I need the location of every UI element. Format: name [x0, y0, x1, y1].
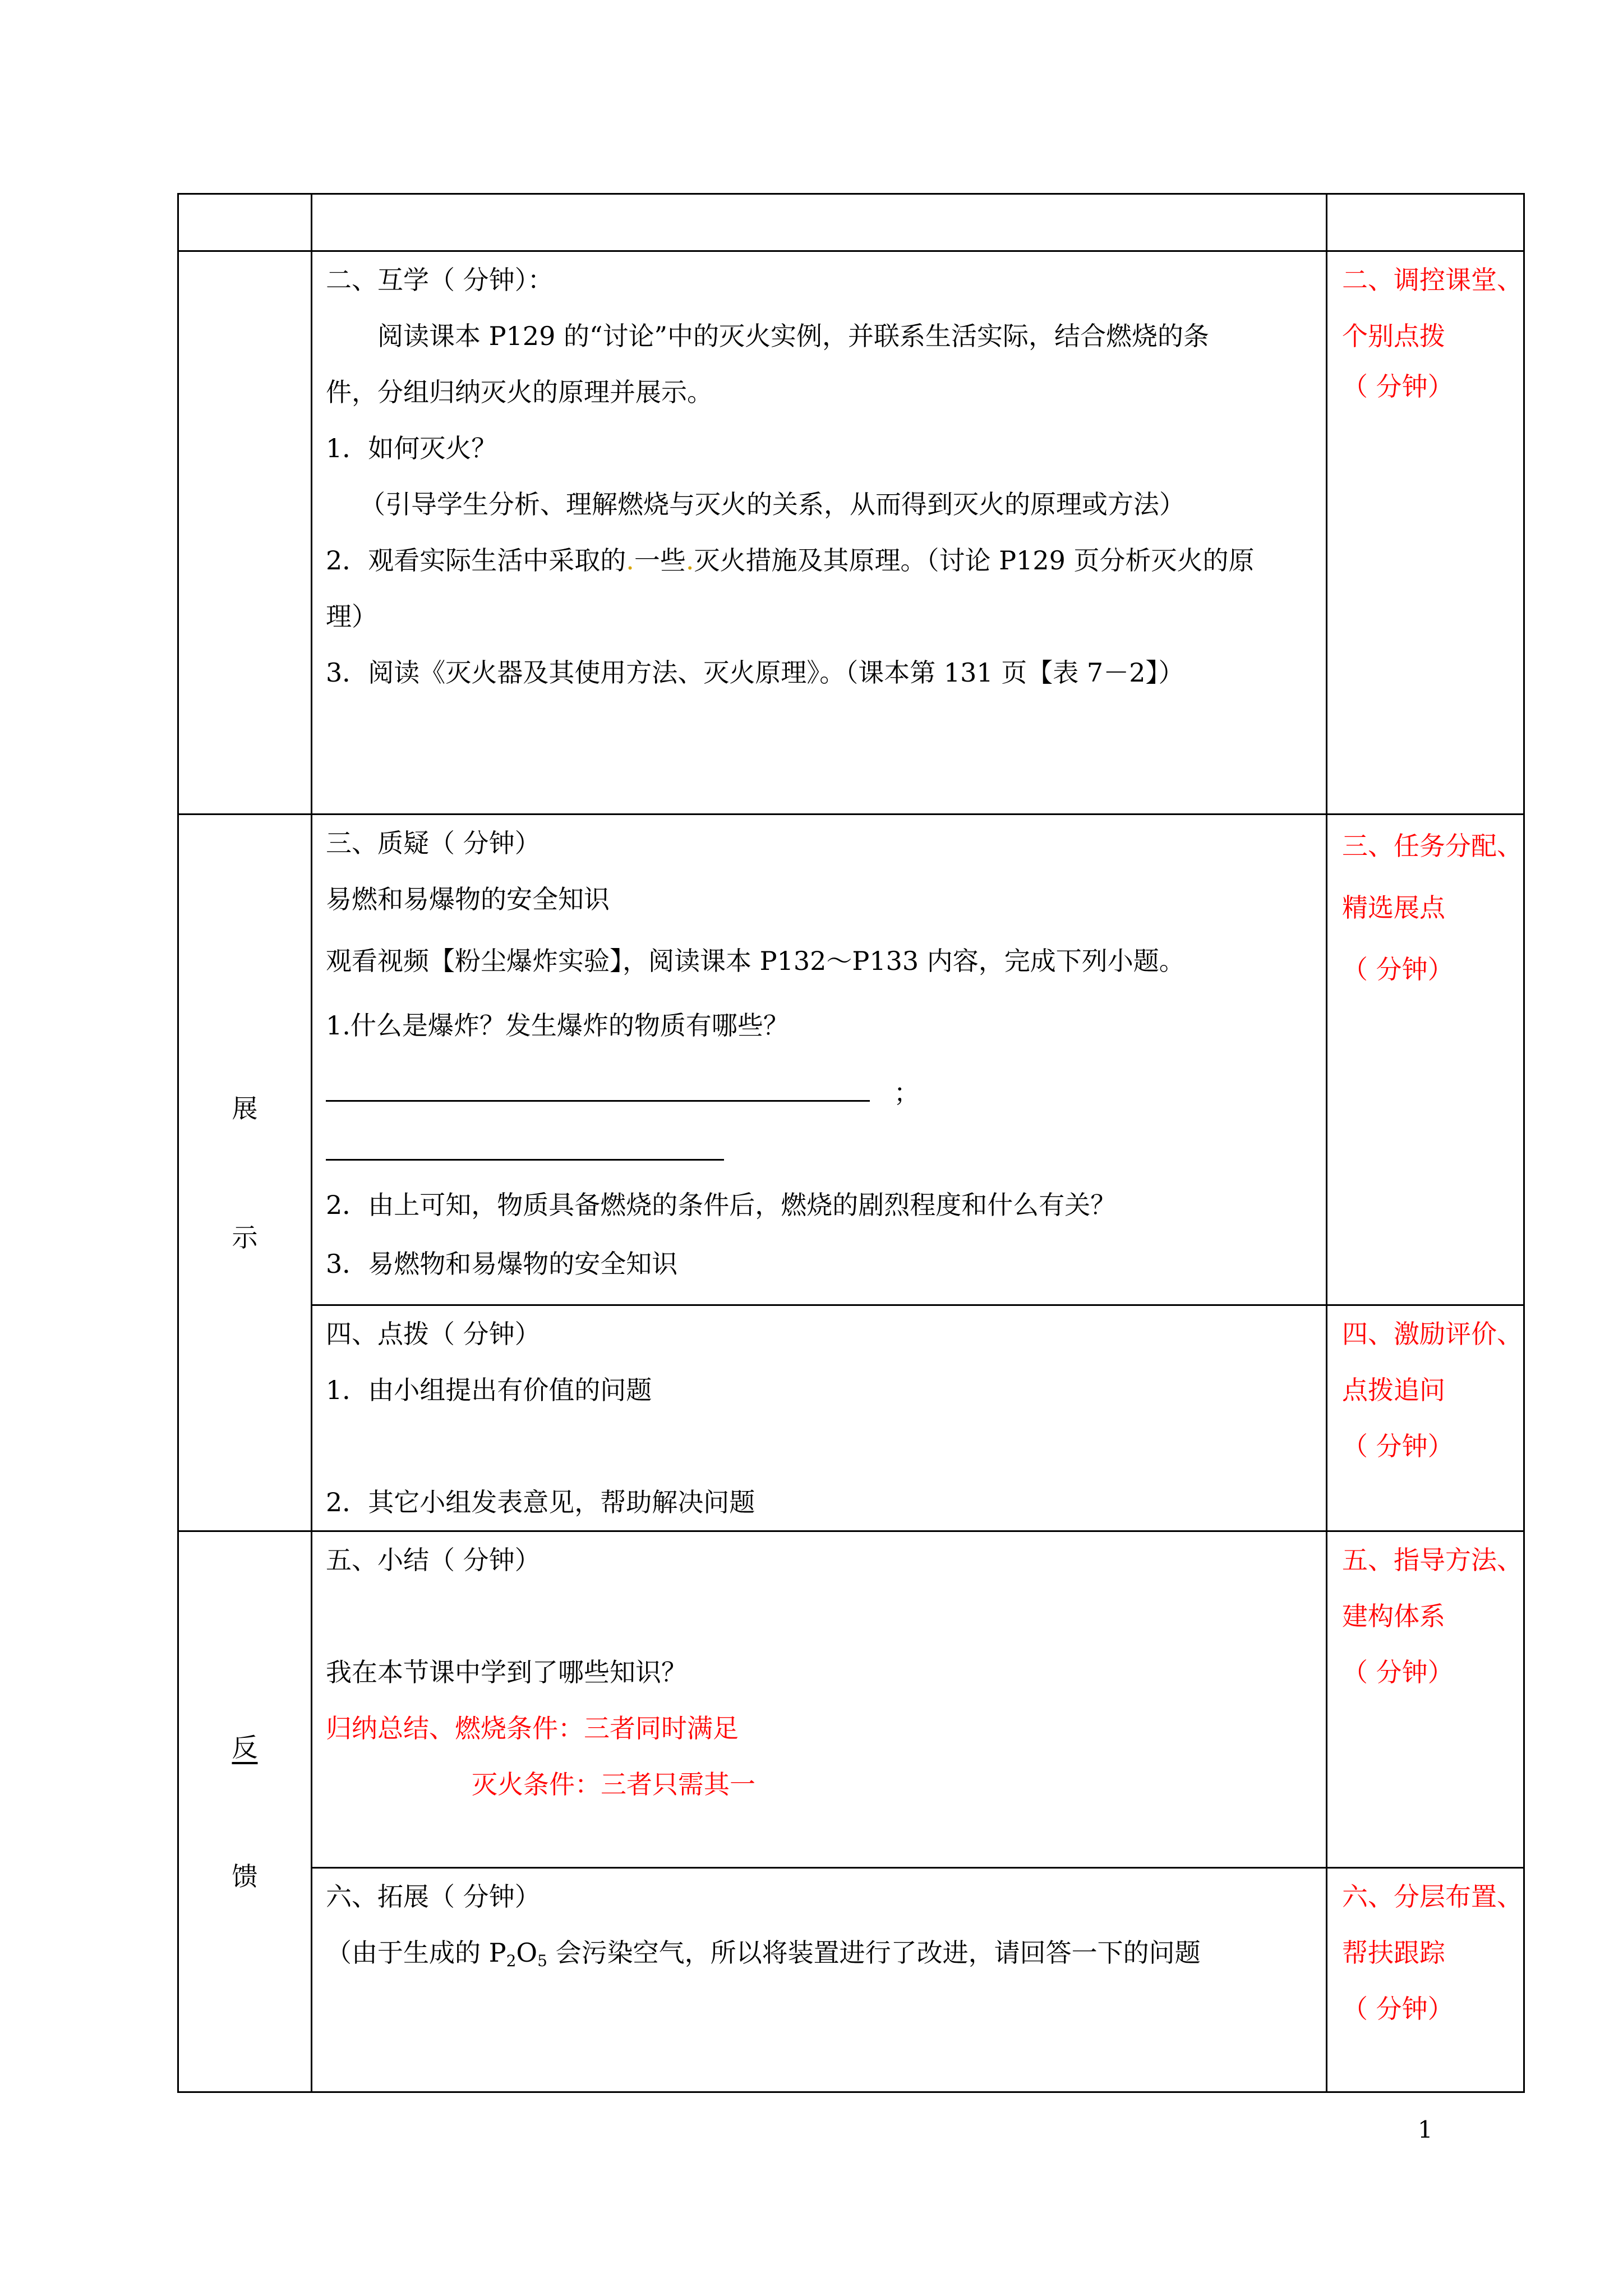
side-note-line-1: 二、调控课堂、 — [1342, 265, 1523, 295]
subscript-5: 5 — [537, 1952, 547, 1970]
question-item-2: 2．由上可知，物质具备燃烧的条件后，燃烧的剧烈程度和什么有关？ — [326, 1190, 1117, 1220]
question-task: 观看视频【粉尘爆炸实验】，阅读课本 P132～P133 内容，完成下列小题。 — [326, 946, 1185, 976]
answer-line-1-row — [326, 1056, 1326, 1129]
guide-point-2: 2．其它小组发表意见，帮助解决问题 — [326, 1487, 755, 1517]
side-note-line-1: 六、分层布置、 — [1342, 1881, 1523, 1912]
summary-side-cell — [1327, 1531, 1524, 1868]
mutual-intro-line-1: 阅读课本 P129 的“讨论”中的灭火实例，并联系生活实际，结合燃烧的条 — [377, 321, 1210, 351]
side-note-line-1: 五、指导方法、 — [1342, 1545, 1523, 1575]
extend-side-cell — [1327, 1868, 1524, 2092]
side-note-line-2: 精选展点 — [1342, 892, 1445, 923]
mutual-question-2 — [326, 532, 1326, 588]
question-topic: 易燃和易爆物的安全知识 — [326, 884, 610, 914]
emphasis-dot: . — [626, 545, 634, 576]
side-note-line-1: 三、任务分配、 — [1342, 831, 1523, 861]
side-note-line-2: 个别点拨 — [1342, 321, 1445, 351]
mutual-learning-cell — [312, 251, 1327, 815]
answer-blank-2 — [326, 1137, 724, 1161]
stage-label-char-1: 展 — [232, 1093, 258, 1124]
table-row — [178, 1305, 1524, 1531]
table-row — [178, 251, 1524, 815]
stage-label-char-2: 示 — [232, 1222, 258, 1253]
extend-cell — [312, 1868, 1327, 2092]
summary-heading: 五、小结（ 分钟） — [326, 1545, 541, 1575]
side-note-line-2: 帮扶跟踪 — [1342, 1938, 1445, 1968]
answer-line-2-row — [326, 1129, 1326, 1174]
subscript-2: 2 — [506, 1952, 517, 1970]
question-cell — [312, 815, 1327, 1305]
summary-cell — [312, 1531, 1327, 1868]
extend-text-part-a: （由于生成的 P — [326, 1938, 506, 1968]
stage-cell-feedback — [178, 1531, 312, 2092]
question-heading: 三、质疑（ 分钟） — [326, 828, 541, 858]
mutual-question-1: 1．如何灭火？ — [326, 433, 497, 463]
mutual-question-3: 3．阅读《灭火器及其使用方法、灭火原理》。（课本第 131 页【表 7－2】） — [326, 657, 1184, 688]
answer-semicolon: ； — [893, 1078, 920, 1108]
lesson-plan-table — [177, 193, 1525, 2093]
mutual-question-2-part-c: 灭火措施及其原理。（讨论 P129 页分析灭火的原 — [694, 545, 1255, 576]
side-note-line-2: 点拨追问 — [1342, 1375, 1445, 1405]
guide-heading: 四、点拨（ 分钟） — [326, 1319, 541, 1349]
side-note-minutes: （ 分钟） — [1342, 954, 1454, 984]
table-row — [178, 194, 1524, 251]
mutual-question-1-note: （引导学生分析、理解燃烧与灭火的关系，从而得到灭火的原理或方法） — [359, 489, 1185, 519]
guide-side-cell — [1327, 1305, 1524, 1531]
content-cell-empty — [312, 194, 1327, 251]
mutual-heading: 二、互学（ 分钟）： — [326, 265, 554, 295]
table-row — [178, 1868, 1524, 2092]
summary-red-line-2: 灭火条件：三者只需其一 — [472, 1769, 755, 1800]
extend-heading: 六、拓展（ 分钟） — [326, 1881, 541, 1912]
extend-text — [326, 1925, 1326, 1981]
mutual-question-2-part-a: 2．观看实际生活中采取的 — [326, 545, 626, 576]
emphasis-dot: . — [685, 545, 694, 576]
side-note-minutes: （ 分钟） — [1342, 371, 1454, 402]
question-item-3: 3．易燃物和易爆物的安全知识 — [326, 1249, 678, 1279]
question-side-cell — [1327, 815, 1524, 1305]
side-note-line-1: 四、激励评价、 — [1342, 1319, 1523, 1349]
guide-cell — [312, 1305, 1327, 1531]
stage-cell-empty — [178, 194, 312, 251]
side-cell-empty — [1327, 194, 1524, 251]
stage-label-char-2: 馈 — [232, 1861, 258, 1892]
summary-red-line-1: 归纳总结、燃烧条件：三者同时满足 — [326, 1713, 739, 1743]
mutual-question-2-end: 理） — [326, 601, 377, 632]
guide-point-1: 1．由小组提出有价值的问题 — [326, 1375, 652, 1405]
page-number: 1 — [1418, 2116, 1433, 2143]
side-note-minutes: （ 分钟） — [1342, 1431, 1454, 1461]
side-note-minutes: （ 分钟） — [1342, 1994, 1454, 2024]
mutual-side-cell — [1327, 251, 1524, 815]
stage-cell-blank — [178, 251, 312, 815]
answer-blank-1 — [326, 1078, 870, 1102]
mutual-intro-line-2: 件，分组归纳灭火的原理并展示。 — [326, 377, 713, 407]
table-row — [178, 1531, 1524, 1868]
side-note-minutes: （ 分钟） — [1342, 1657, 1454, 1687]
stage-label-char-1: 反 — [232, 1732, 258, 1763]
question-item-1: 1.什么是爆炸？发生爆炸的物质有哪些？ — [326, 1010, 789, 1041]
summary-question: 我在本节课中学到了哪些知识？ — [326, 1657, 687, 1687]
mutual-question-2-part-b: 一些 — [634, 545, 686, 576]
extend-text-part-c: 会污染空气，所以将装置进行了改进，请回答一下的问题 — [547, 1938, 1201, 1968]
extend-text-part-b: O — [516, 1938, 538, 1968]
side-note-line-2: 建构体系 — [1342, 1601, 1445, 1631]
table-row — [178, 815, 1524, 1305]
stage-cell-display — [178, 815, 312, 1531]
